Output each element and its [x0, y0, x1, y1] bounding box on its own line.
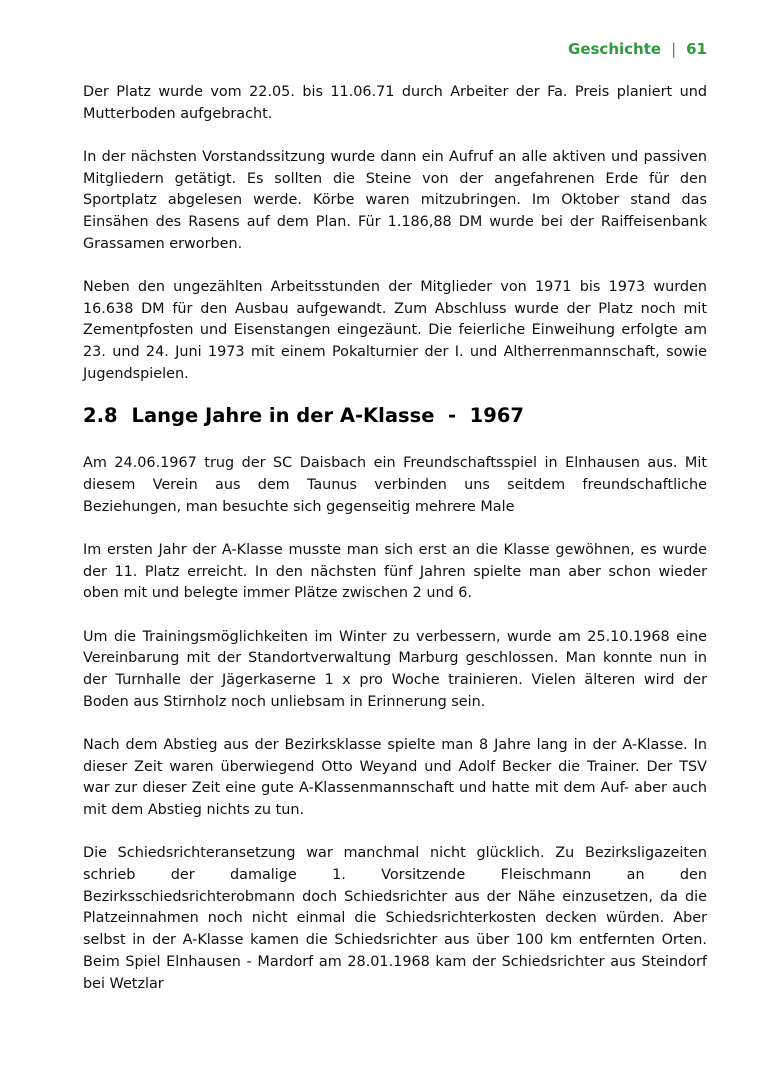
paragraph: Neben den ungezählten Arbeitsstunden der Mitglieder von 1971 bis 1973 wurden 16.638 DM für den Ausbau aufgewandt. Zum Abschluss wurde der Platz noch mit Zementpfosten und Eisenstangen eingezäunt. Die feierliche Einweihung erfolgte am 23. und 24. Juni 1973 mit einem Pokalturnier der I. und Altherrenmannschaft, sowie Jugendspielen.	[83, 278, 707, 382]
paragraph: Die Schiedsrichteransetzung war manchmal nicht glücklich. Zu Bezirksligazeiten schrieb der damalige 1. Vorsitzende Fleischmann an den Bezirksschiedsrichterobmann doch Schiedsrichter aus der Nähe einzusetzen, da die Platzeinnahmen noch nicht einmal die Schiedsrichterkosten decken würden. Aber selbst in der A-Klasse kamen die Schiedsrichter aus über 100 km entfernten Orten. Beim Spiel Elnhausen - Mardorf am 28.01.1968 kam der Schiedsrichter aus Steindorf bei Wetzlar	[83, 845, 707, 992]
body-text	[83, 82, 707, 1017]
section-heading	[83, 403, 707, 429]
paragraph: Um die Trainingsmöglichkeiten im Winter zu verbessern, wurde am 25.10.1968 eine Vereinbarung mit der Standortverwaltung Marburg geschlossen. Man konnte nun in der Turnhalle der Jägerkaserne 1 x pro Woche trainieren. Vielen älteren wird der Boden aus Stirnholz noch unliebsam in Erinnerung sein.	[83, 628, 707, 710]
page-number: 61	[686, 40, 707, 58]
header-separator: |	[671, 40, 677, 58]
section-number: 2.8	[83, 404, 118, 428]
header-section-title: Geschichte	[568, 40, 662, 58]
section-title: Lange Jahre in der A-Klasse - 1967	[131, 404, 524, 428]
paragraph: Im ersten Jahr der A-Klasse musste man sich erst an die Klasse gewöhnen, es wurde der 11. Platz erreicht. In den nächsten fünf Jahren spielte man aber schon wieder oben mit und belegte immer Plätze zwischen 2 und 6.	[83, 542, 707, 602]
paragraph: In der nächsten Vorstandssitzung wurde dann ein Aufruf an alle aktiven und passiven Mitgliedern getätigt. Es sollten die Steine von der angefahrenen Erde für den Sportplatz abgelesen werde. Körbe waren mitzubringen. Im Oktober stand das Einsähen des Rasens auf dem Plan. Für 1.186,88 DM wurde bei der Raiffeisenbank Grassamen erworben.	[83, 148, 707, 252]
paragraph: Der Platz wurde vom 22.05. bis 11.06.71 durch Arbeiter der Fa. Preis planiert und Mutterboden aufgebracht.	[83, 84, 707, 122]
running-header	[568, 40, 707, 58]
paragraph: Nach dem Abstieg aus der Bezirksklasse spielte man 8 Jahre lang in der A-Klasse. In dieser Zeit waren überwiegend Otto Weyand und Adolf Becker die Trainer. Der TSV war zur dieser Zeit eine gute A-Klassenmannschaft und hatte mit dem Auf- aber auch mit dem Abstieg nichts zu tun.	[83, 736, 707, 819]
paragraph: Am 24.06.1967 trug der SC Daisbach ein Freundschaftsspiel in Elnhausen aus. Mit diesem Verein aus dem Taunus verbinden uns seitdem freundschaftliche Beziehungen, man besuchte sich gegenseitig mehrere Male	[83, 455, 707, 515]
